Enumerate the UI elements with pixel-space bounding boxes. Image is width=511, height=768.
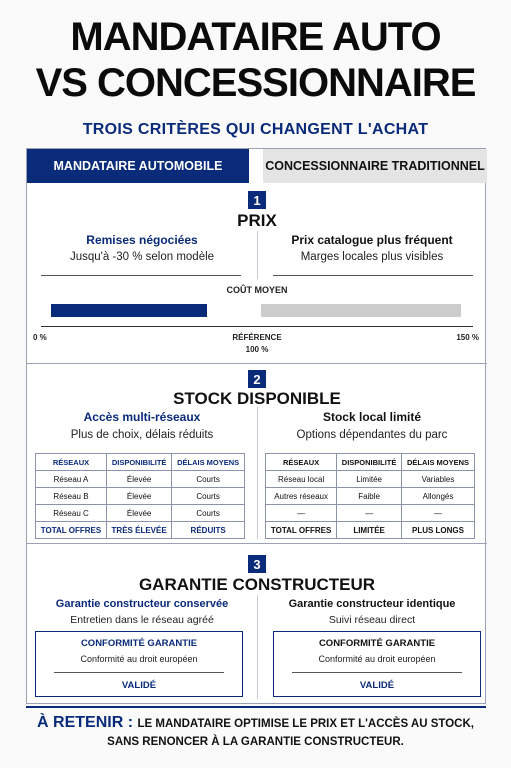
table-row [36, 505, 245, 522]
warranty-box-status: VALIDÉ [359, 680, 395, 691]
section-1-right-text: Marges locales plus visibles [300, 251, 444, 263]
warranty-box-rule [54, 672, 224, 673]
table-header: DISPONIBILITÉ [107, 454, 172, 471]
section-title-garantie: GARANTIE CONSTRUCTEUR [138, 575, 376, 594]
table-cell: — [402, 505, 475, 522]
section-2-right-text: Options dépendantes du parc [296, 429, 448, 441]
section-1-left-rule [41, 275, 241, 276]
table-row [36, 488, 245, 505]
table-total-row [36, 522, 245, 539]
section-3-divider [257, 595, 258, 699]
table-total-cell: TOTAL OFFRES [36, 522, 107, 539]
retain-label: À RETENIR : [37, 714, 134, 731]
section-1-left-heading: Remises négociées [86, 233, 198, 247]
title-line-2: VS CONCESSIONNAIRE [35, 61, 476, 105]
gauge-label: COÛT MOYEN [226, 285, 288, 295]
axis-reference-value: 100 % [245, 345, 269, 354]
table-total-row [266, 522, 475, 539]
section-2-left-text: Plus de choix, délais réduits [70, 429, 214, 441]
warranty-box-title: CONFORMITÉ GARANTIE [80, 638, 198, 649]
section-1-left-text: Jusqu'à -30 % selon modèle [69, 251, 215, 263]
warranty-box-text: Conformité au droit européen [318, 654, 436, 664]
table-cell: Réseau B [36, 488, 107, 505]
table-header: RÉSEAUX [36, 454, 107, 471]
table-row [266, 505, 475, 522]
column-header-concessionnaire: CONCESSIONNAIRE TRADITIONNEL [263, 149, 487, 183]
table-total-cell: PLUS LONGS [402, 522, 475, 539]
section-2-right-heading: Stock local limité [322, 410, 422, 424]
table-cell: Courts [172, 488, 245, 505]
table-cell: Réseau local [266, 471, 337, 488]
section-3-left-text: Entretien dans le réseau agréé [70, 614, 214, 626]
warranty-box-title: CONFORMITÉ GARANTIE [318, 638, 436, 649]
warranty-box-status: VALIDÉ [121, 680, 157, 691]
section-3-left-heading: Garantie constructeur conservée [55, 598, 229, 610]
table-total-cell: TOTAL OFFRES [266, 522, 337, 539]
table-cell: Faible [337, 488, 402, 505]
table-cell: Autres réseaux [266, 488, 337, 505]
warranty-box-concessionnaire [273, 631, 481, 697]
gauge-bar-mandataire [51, 304, 207, 317]
gauge-bar-concessionnaire [261, 304, 461, 317]
axis-min-label: 0 % [33, 333, 47, 342]
axis-max-label: 150 % [456, 333, 479, 342]
table-cell: Élevée [107, 505, 172, 522]
table-header: DÉLAIS MOYENS [402, 454, 475, 471]
warranty-box-rule [292, 672, 462, 673]
title-line-1: MANDATAIRE AUTO [70, 15, 441, 59]
column-header-mandataire: MANDATAIRE AUTOMOBILE [27, 149, 249, 183]
section-number-2: 2 [248, 370, 266, 388]
table-cell: Élevée [107, 471, 172, 488]
warranty-box-text: Conformité au droit européen [80, 654, 198, 664]
table-total-cell: RÉDUITS [172, 522, 245, 539]
table-cell: — [266, 505, 337, 522]
section-1-right-heading: Prix catalogue plus fréquent [291, 233, 453, 247]
section-number-1: 1 [248, 191, 266, 209]
table-cell: Élevée [107, 488, 172, 505]
table-cell: Variables [402, 471, 475, 488]
section-1-divider [257, 231, 258, 279]
table-concessionnaire [265, 453, 475, 539]
section-1-right-rule [273, 275, 473, 276]
table-cell: Courts [172, 505, 245, 522]
section-title-prix: PRIX [237, 211, 277, 230]
table-cell: Allongés [402, 488, 475, 505]
table-cell: — [337, 505, 402, 522]
section-2-divider [257, 407, 258, 539]
section-2-left-heading: Accès multi-réseaux [83, 410, 201, 424]
retain-line-2: SANS RENONCER À LA GARANTIE CONSTRUCTEUR. [107, 736, 404, 748]
table-header: DISPONIBILITÉ [337, 454, 402, 471]
table-header: DÉLAIS MOYENS [172, 454, 245, 471]
warranty-box-mandataire [35, 631, 243, 697]
section-title-stock: STOCK DISPONIBLE [173, 389, 341, 408]
section-3-separator [27, 543, 487, 544]
section-2-separator [27, 363, 487, 364]
page-subtitle: TROIS CRITÈRES QUI CHANGENT L'ACHAT [82, 121, 429, 138]
retain-line-1: LE MANDATAIRE OPTIMISE LE PRIX ET L'ACCÈS AU STOCK, [137, 718, 474, 730]
axis-reference-label: RÉFÉRENCE [232, 333, 282, 342]
table-cell: Réseau C [36, 505, 107, 522]
gauge-axis [41, 326, 473, 327]
table-row [36, 471, 245, 488]
table-total-cell: LIMITÉE [337, 522, 402, 539]
table-row [266, 488, 475, 505]
table-row [266, 471, 475, 488]
section-number-3: 3 [248, 555, 266, 573]
table-cell: Courts [172, 471, 245, 488]
table-header: RÉSEAUX [266, 454, 337, 471]
retain-separator [26, 706, 486, 708]
table-total-cell: TRÈS ÉLEVÉE [107, 522, 172, 539]
section-3-right-heading: Garantie constructeur identique [288, 598, 456, 610]
comparison-frame [26, 148, 486, 704]
retain-block [0, 714, 511, 748]
page-title [0, 14, 511, 106]
table-cell: Limitée [337, 471, 402, 488]
table-cell: Réseau A [36, 471, 107, 488]
section-3-right-text: Suivi réseau direct [328, 614, 416, 626]
table-mandataire [35, 453, 245, 539]
